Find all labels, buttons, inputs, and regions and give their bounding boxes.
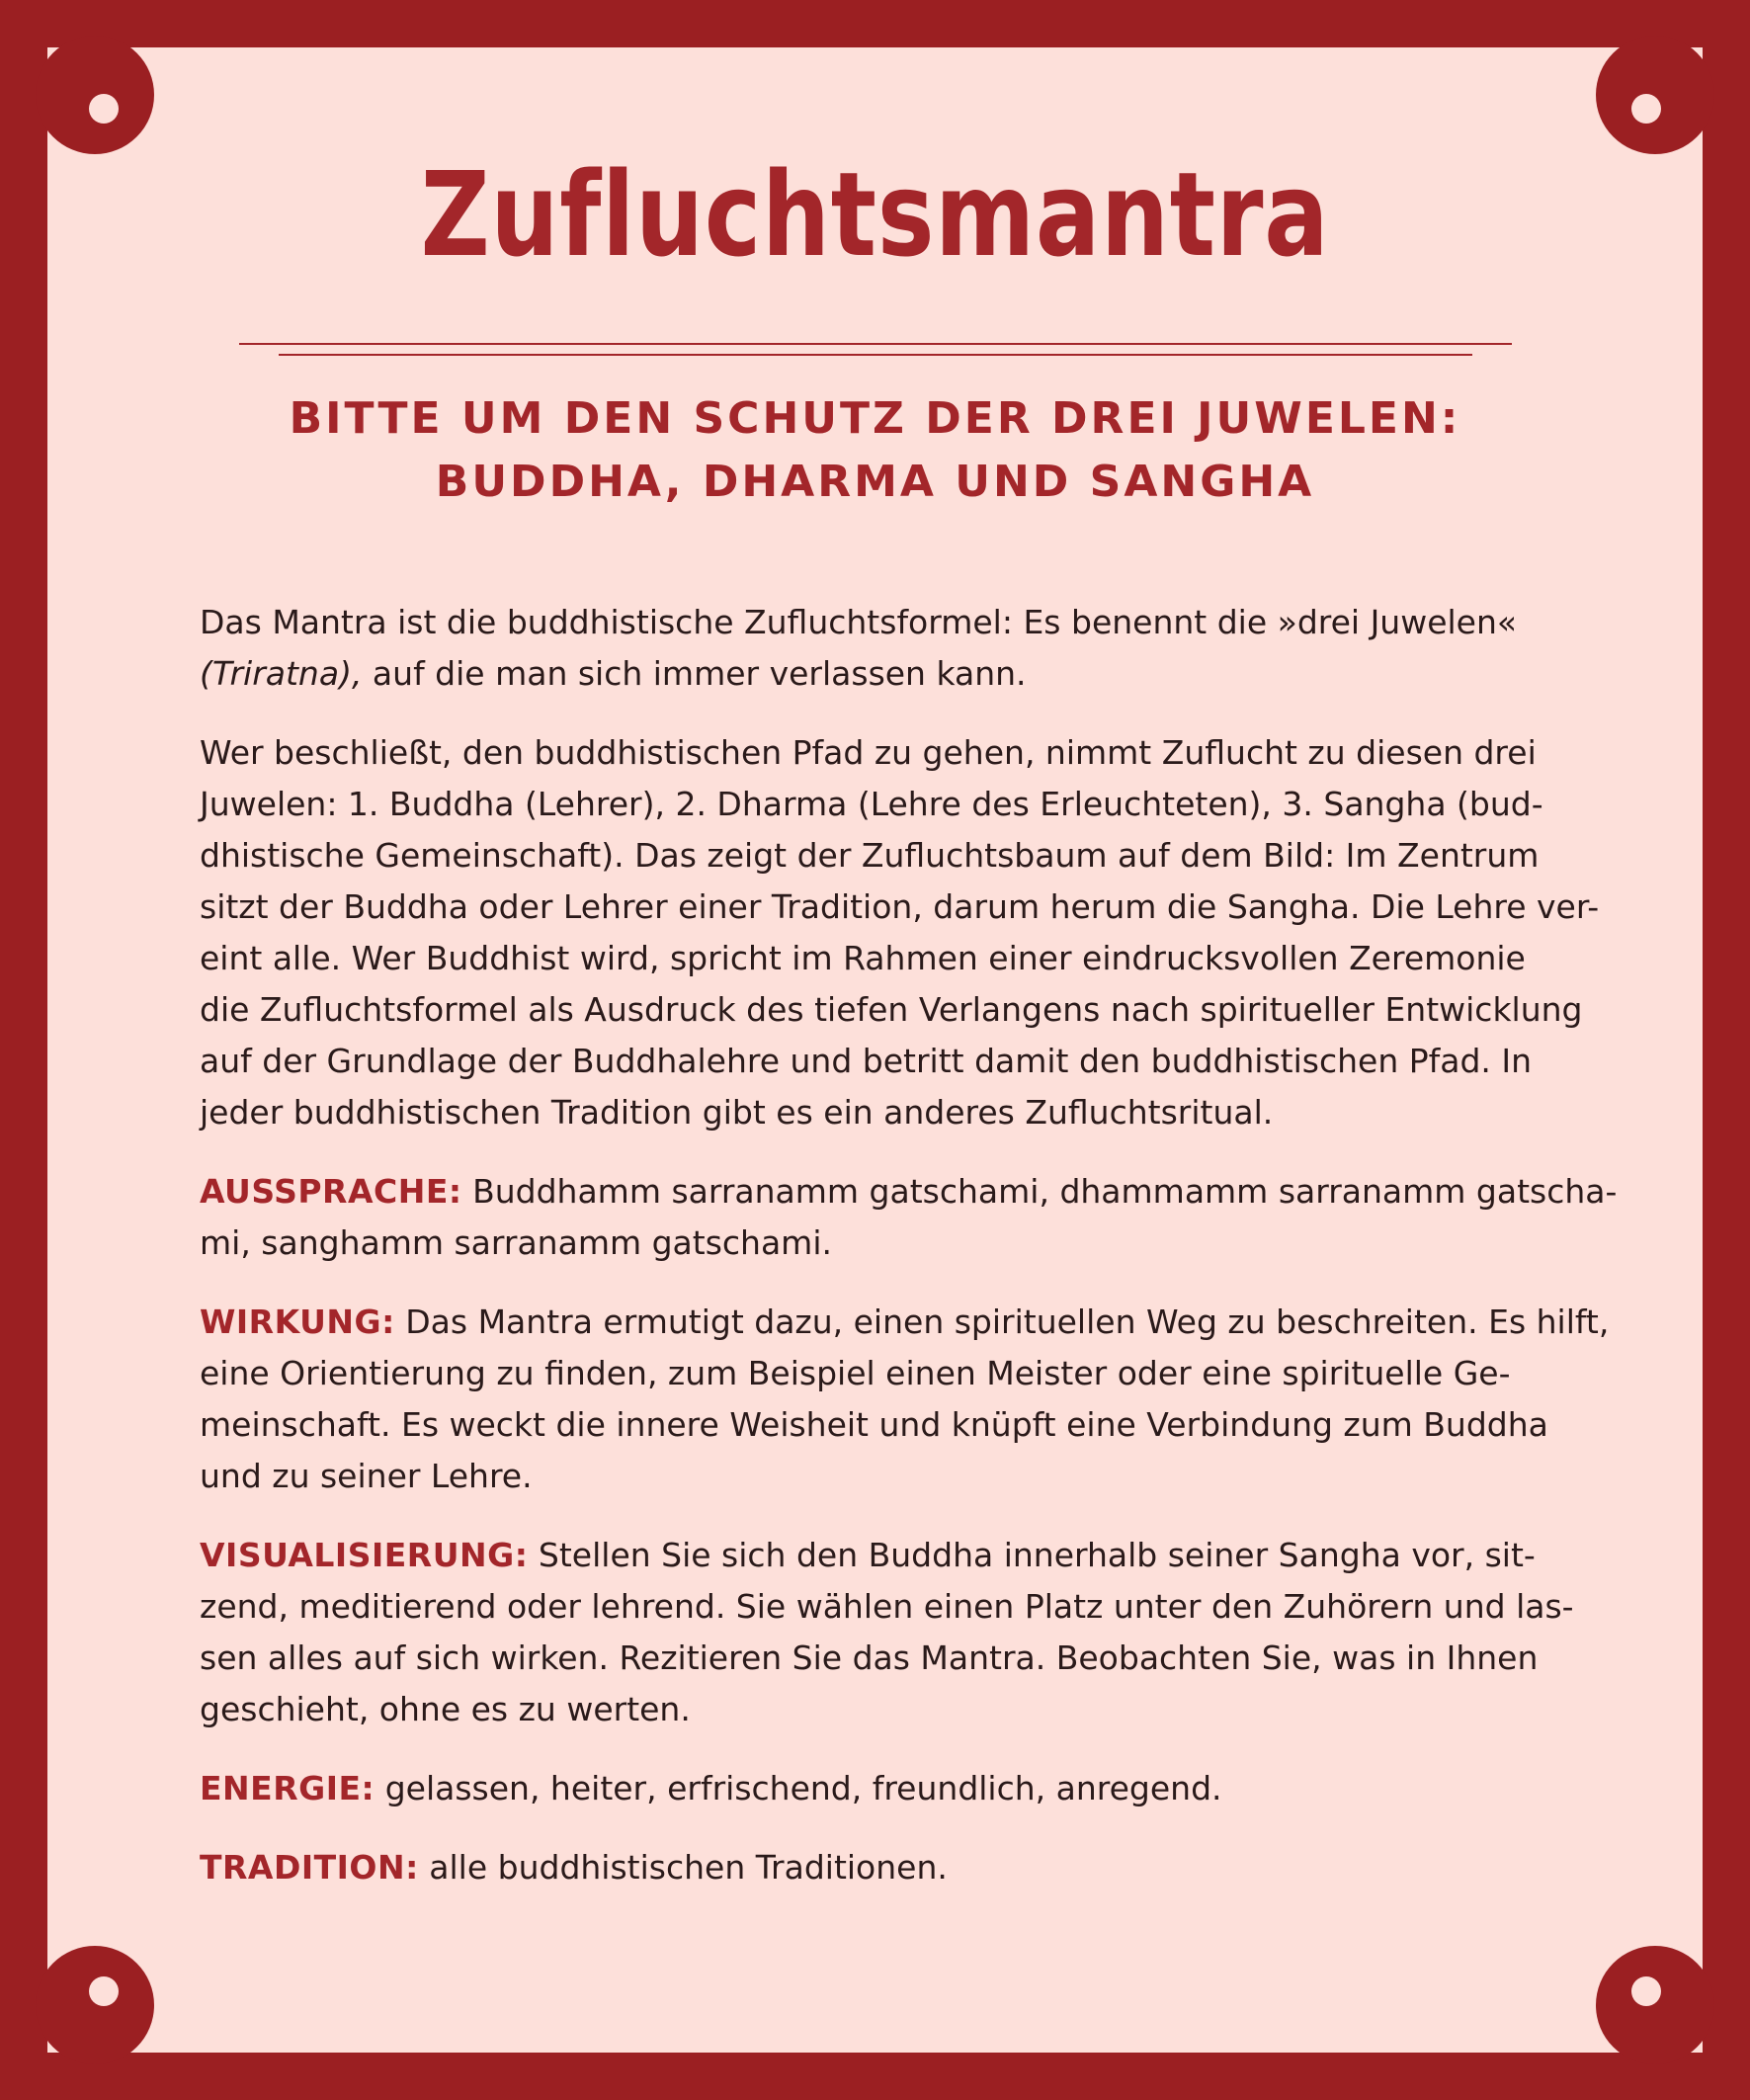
visualisierung-line: sen alles auf sich wirken. Rezitieren Sie das Mantra. Beobachten Sie, was in Ihnen	[200, 1638, 1539, 1677]
aussprache-label: AUSSPRACHE:	[200, 1172, 462, 1211]
visualisierung-section	[200, 1530, 1574, 1735]
corner-notch-bottom-left	[36, 1946, 154, 2064]
corner-dot-icon	[89, 94, 119, 124]
description-line: Wer beschließt, den buddhistischen Pfad zu gehen, nimmt Zuflucht zu diesen drei	[200, 733, 1537, 772]
visualisierung-line	[200, 1530, 1555, 1581]
visualisierung-label: VISUALISIERUNG:	[200, 1536, 529, 1574]
corner-dot-icon	[89, 1976, 119, 2006]
description-line: dhistische Gemeinschaft). Das zeigt der Zufluchtsbaum auf dem Bild: Im Zentrum	[200, 836, 1540, 875]
visualisierung-text: Stellen Sie sich den Buddha innerhalb seiner Sangha vor, sit-	[528, 1536, 1536, 1574]
energie-section	[200, 1763, 1555, 1814]
energie-label: ENERGIE:	[200, 1769, 375, 1807]
title-divider-upper	[239, 343, 1512, 345]
tradition-line	[200, 1842, 1555, 1893]
aussprache-line	[200, 1166, 1618, 1218]
corner-notch-top-right	[1596, 36, 1714, 154]
visualisierung-line: geschieht, ohne es zu werten.	[200, 1690, 691, 1728]
energie-text: gelassen, heiter, erfrischend, freundlich, anregend.	[375, 1769, 1222, 1807]
subtitle-line-1: BITTE UM DEN SCHUTZ DER DREI JUWELEN:	[289, 393, 1461, 444]
wirkung-section	[200, 1297, 1610, 1502]
intro-italic-term: (Triratna),	[200, 654, 363, 693]
description-line: Juwelen: 1. Buddha (Lehrer), 2. Dharma (Lehre des Erleuchteten), 3. Sangha (bud-	[200, 785, 1543, 823]
tradition-label: TRADITION:	[200, 1848, 419, 1887]
wirkung-line: und zu seiner Lehre.	[200, 1457, 533, 1495]
intro-line	[200, 648, 1555, 700]
visualisierung-line: zend, meditierend oder lehrend. Sie wählen einen Platz unter den Zuhörern und las-	[200, 1587, 1574, 1626]
description-line: sitzt der Buddha oder Lehrer einer Tradition, darum herum die Sangha. Die Lehre ver-	[200, 887, 1600, 926]
description-line: eint alle. Wer Buddhist wird, spricht im Rahmen einer eindrucksvollen Zeremonie	[200, 939, 1526, 977]
description-paragraph	[200, 727, 1600, 1138]
intro-paragraph	[200, 597, 1555, 700]
page-title: Zufluchtsmantra	[420, 146, 1330, 283]
corner-dot-icon	[1631, 1976, 1661, 2006]
wirkung-line: meinschaft. Es weckt die innere Weisheit und knüpft eine Verbindung zum Buddha	[200, 1405, 1548, 1444]
description-line: die Zufluchtsformel als Ausdruck des tiefen Verlangens nach spiritueller Entwicklung	[200, 990, 1583, 1029]
body-text	[200, 597, 1618, 1921]
tradition-text: alle buddhistischen Traditionen.	[418, 1848, 948, 1887]
intro-line: Das Mantra ist die buddhistische Zufluchtsformel: Es benennt die »drei Juwelen«	[200, 603, 1518, 641]
energie-line	[200, 1763, 1555, 1814]
wirkung-text: Das Mantra ermutigt dazu, einen spirituellen Weg zu beschreiten. Es hilft,	[394, 1302, 1610, 1341]
intro-line-rest: auf die man sich immer verlassen kann.	[362, 654, 1027, 693]
tradition-section	[200, 1842, 1555, 1893]
description-line: jeder buddhistischen Tradition gibt es ein anderes Zufluchtsritual.	[200, 1093, 1274, 1132]
subtitle-line-2: BUDDHA, DHARMA UND SANGHA	[435, 457, 1315, 507]
wirkung-label: WIRKUNG:	[200, 1302, 395, 1341]
aussprache-text: Buddhamm sarranamm gatschami, dhammamm sarranamm gatscha-	[461, 1172, 1618, 1211]
wirkung-line: eine Orientierung zu finden, zum Beispiel einen Meister oder eine spirituelle Ge-	[200, 1354, 1511, 1392]
aussprache-line: mi, sanghamm sarranamm gatschami.	[200, 1223, 832, 1262]
wirkung-line	[200, 1297, 1610, 1348]
corner-notch-bottom-right	[1596, 1946, 1714, 2064]
corner-notch-top-left	[36, 36, 154, 154]
aussprache-section	[200, 1166, 1618, 1269]
title-divider-lower	[279, 354, 1472, 356]
description-line: auf der Grundlage der Buddhalehre und betritt damit den buddhistischen Pfad. In	[200, 1042, 1533, 1080]
corner-dot-icon	[1631, 94, 1661, 124]
subtitle	[0, 387, 1750, 514]
